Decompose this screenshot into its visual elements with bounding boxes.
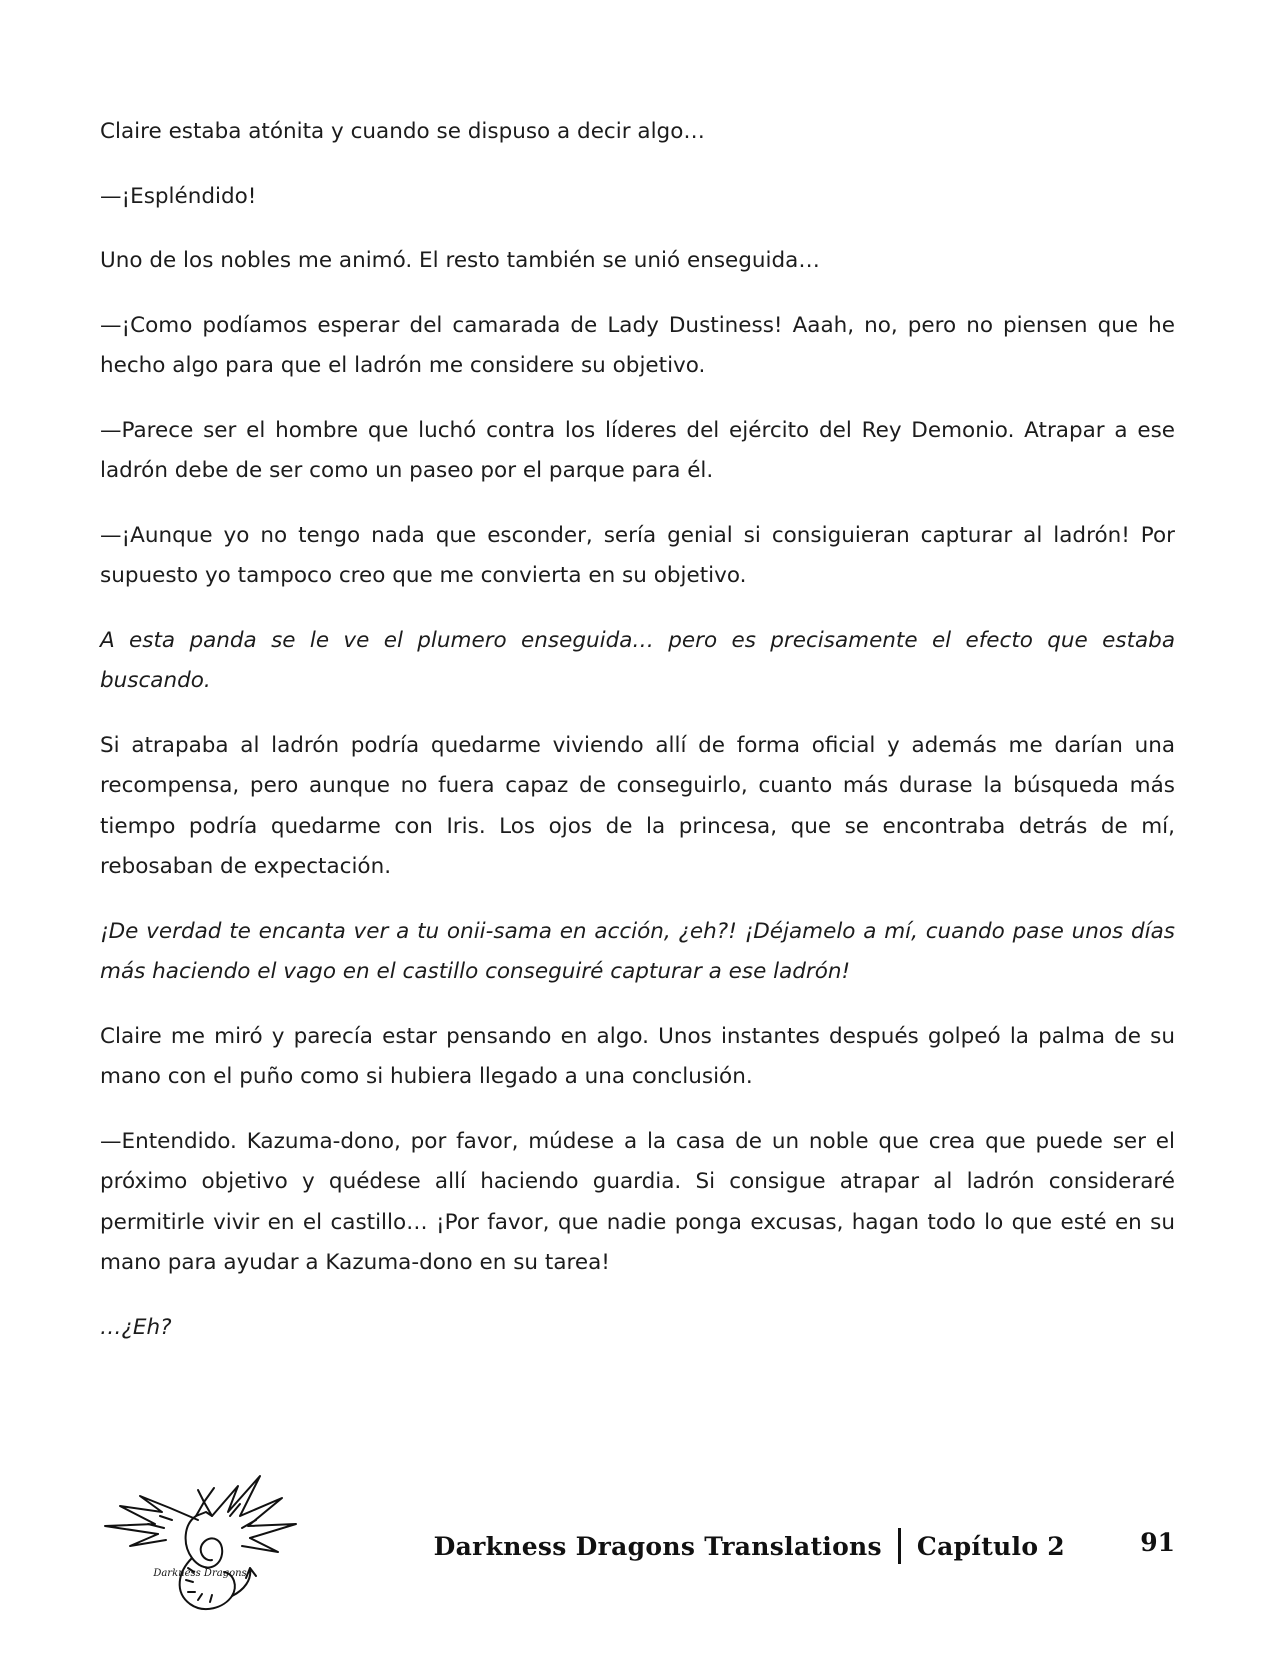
- page-number: 91: [1140, 1528, 1175, 1557]
- paragraph: Uno de los nobles me animó. El resto también se unió enseguida…: [100, 248, 820, 273]
- paragraph: …¿Eh?: [100, 1314, 172, 1340]
- chapter-body: [100, 112, 1175, 1372]
- paragraph: Claire estaba atónita y cuando se dispuso a decir algo…: [100, 119, 705, 144]
- paragraph: Claire me miró y parecía estar pensando en algo. Unos instantes después golpeó la palma de su mano con el puño como si hubiera llegado a una conclusión.: [100, 1023, 1175, 1089]
- chapter-label: Capítulo 2: [916, 1531, 1065, 1561]
- paragraph: —Entendido. Kazuma-dono, por favor, múdese a la casa de un noble que crea que puede ser el próximo objetivo y quédese allí haciendo guardia. Si consigue atrapar al ladrón consideraré permitirle vivir en el castillo… ¡Por favor, que nadie ponga excusas, hagan todo lo que esté en su mano para ayudar a Kazuma-dono en su tarea!: [100, 1128, 1175, 1275]
- paragraph: —¡Espléndido!: [100, 183, 257, 209]
- footer-title: [434, 1528, 1065, 1564]
- translator-name: Darkness Dragons Translations: [433, 1531, 882, 1561]
- paragraph: —¡Aunque yo no tengo nada que esconder, sería genial si consiguieran capturar al ladrón! Por supuesto yo tampoco creo que me convierta en su objetivo.: [100, 522, 1175, 588]
- paragraph: A esta panda se le ve el plumero enseguida… pero es precisamente el efecto que estaba buscando.: [100, 627, 1175, 693]
- dragon-logo-icon: [100, 1468, 300, 1614]
- paragraph: Si atrapaba al ladrón podría quedarme viviendo allí de forma oficial y además me darían una recompensa, pero aunque no fuera capaz de conseguirlo, cuanto más durase la búsqueda más tiempo podría quedarme con Iris. Los ojos de la princesa, que se encontraba detrás de mí, rebosaban de expectación.: [100, 732, 1175, 879]
- footer-separator: [898, 1528, 901, 1564]
- paragraph: ¡De verdad te encanta ver a tu onii-sama en acción, ¿eh?! ¡Déjamelo a mí, cuando pase unos días más haciendo el vago en el castillo conseguiré capturar a ese ladrón!: [100, 918, 1175, 984]
- paragraph: —¡Como podíamos esperar del camarada de Lady Dustiness! Aaah, no, pero no piensen que he hecho algo para que el ladrón me considere su objetivo.: [100, 312, 1175, 378]
- paragraph: —Parece ser el hombre que luchó contra los líderes del ejército del Rey Demonio. Atrapar a ese ladrón debe de ser como un paseo por el parque para él.: [100, 417, 1175, 483]
- page-footer: [0, 1460, 1280, 1656]
- logo-text: Darkness Dragons: [153, 1568, 247, 1579]
